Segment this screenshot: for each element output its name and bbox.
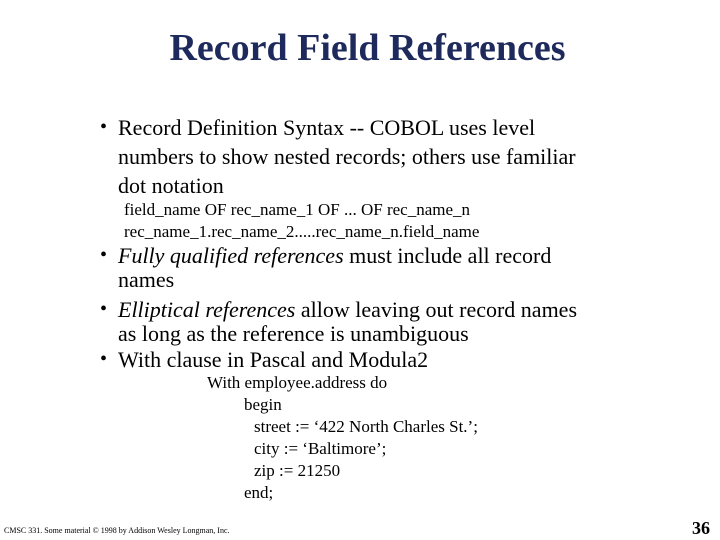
bullet-text: as long as the reference is unambiguous [118,321,469,346]
bullet-text: names [118,267,175,292]
bullet-text-rest: allow leaving out record names [295,297,578,322]
syntax-line: rec_name_1.rec_name_2.....rec_name_n.field_name [124,222,480,241]
emphasis-text: Elliptical references [118,297,296,322]
code-line: begin [244,395,282,414]
footer-copyright: CMSC 331. Some material © 1998 by Addison Wesley Longman, Inc. [4,526,230,535]
bullet-text [118,296,577,323]
bullet-text: dot notation [118,173,224,198]
syntax-line: field_name OF rec_name_1 OF ... OF rec_name_n [124,200,471,219]
code-line: street := ‘422 North Charles St.’; [254,417,478,436]
bullet-text-rest: must include all record [343,243,552,268]
code-line: city := ‘Baltimore’; [254,439,387,458]
slide-title: Record Field References [169,27,566,69]
bullet-marker: • [100,244,108,266]
bullet-marker: • [100,298,108,320]
emphasis-text: Fully qualified references [118,243,344,268]
code-line: zip := 21250 [254,461,341,480]
bullet-text: Record Definition Syntax -- COBOL uses level [118,115,536,140]
code-line: end; [244,483,274,502]
bullet-text [118,242,551,269]
bullet-text: With clause in Pascal and Modula2 [118,347,429,372]
code-line: With employee.address do [207,373,388,392]
bullet-text: numbers to show nested records; others use familiar [118,144,576,169]
page-number: 36 [692,518,710,538]
bullet-marker: • [100,348,108,370]
bullet-marker: • [100,116,108,138]
